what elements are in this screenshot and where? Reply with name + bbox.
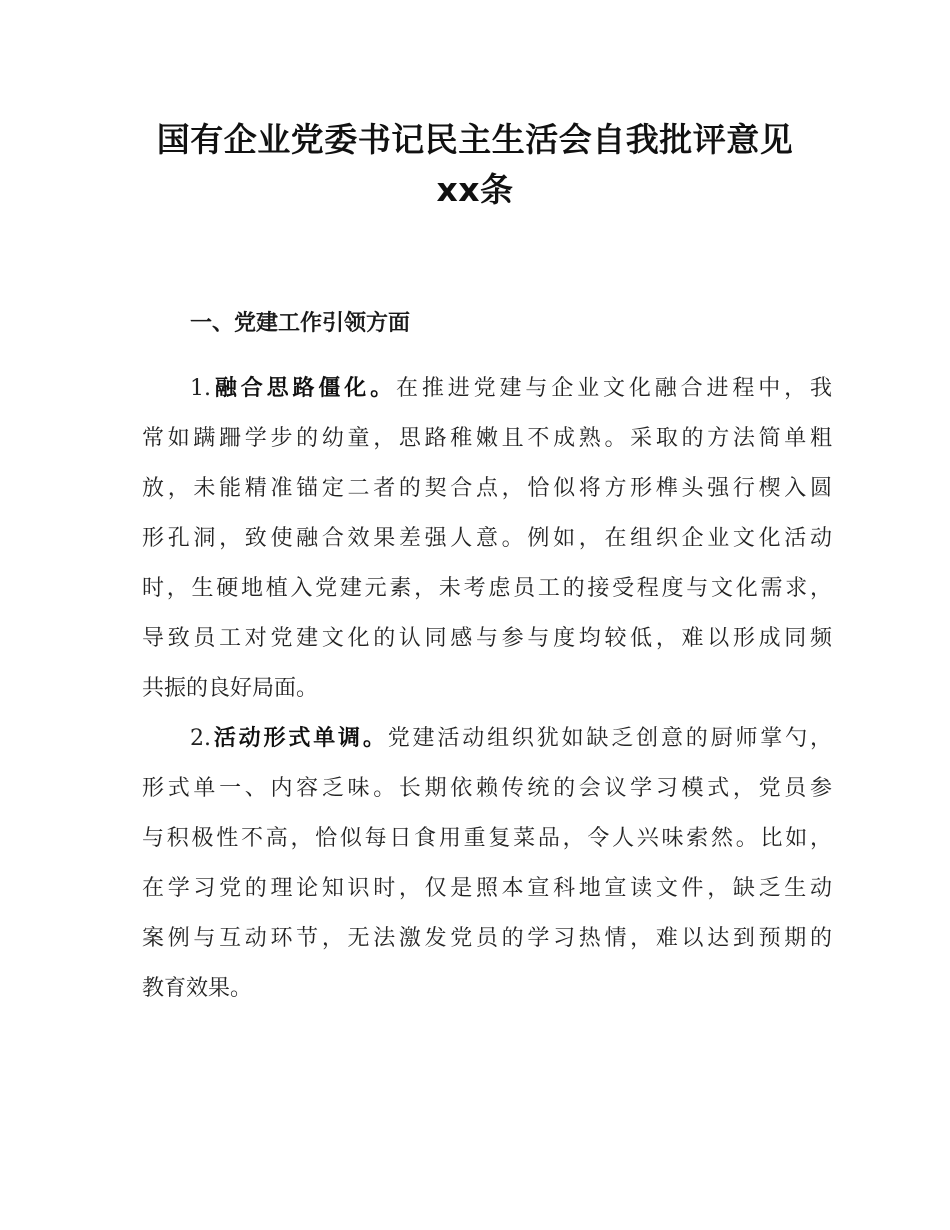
paragraph-item-1 [142, 364, 832, 714]
paragraph-item-2 [142, 714, 832, 1014]
paragraph-line [142, 714, 832, 764]
paragraph-line: 在学习党的理论知识时，仅是照本宣科地宣读文件，缺乏生动 [142, 876, 832, 901]
paragraph-line: 与积极性不高，恰似每日食用重复菜品，令人兴味索然。比如， [142, 826, 832, 851]
paragraph-line: 形孔洞，致使融合效果差强人意。例如，在组织企业文化活动 [142, 526, 832, 551]
paragraph-line: 共振的良好局面。 [142, 676, 319, 701]
paragraph-line: 导致员工对党建文化的认同感与参与度均较低，难以形成同频 [142, 626, 832, 651]
item-number: 1. [190, 376, 211, 401]
paragraph-line [142, 364, 832, 414]
paragraph-line: 时，生硬地植入党建元素，未考虑员工的接受程度与文化需求， [142, 576, 832, 601]
document-title-line1: 国有企业党委书记民主生活会自我批评意见 [156, 120, 794, 159]
item-number: 2. [190, 726, 211, 751]
item-bold-lead: 融合思路僵化。 [211, 376, 396, 401]
item-text: 党建活动组织犹如缺乏创意的厨师掌勺， [387, 726, 832, 751]
paragraph-line: 放，未能精准锚定二者的契合点，恰似将方形榫头强行楔入圆 [142, 476, 832, 501]
section-heading: 一、党建工作引领方面 [190, 311, 411, 336]
paragraph-line: 案例与互动环节，无法激发党员的学习热情，难以达到预期的 [142, 926, 832, 951]
paragraph-line: 常如蹒跚学步的幼童，思路稚嫩且不成熟。采取的方法简单粗 [142, 426, 832, 451]
document-title-line2: xx条 [436, 170, 514, 209]
item-bold-lead: 活动形式单调。 [211, 726, 388, 751]
paragraph-line: 教育效果。 [142, 976, 253, 1001]
paragraph-line: 形式单一、内容乏味。长期依赖传统的会议学习模式，党员参 [142, 776, 832, 801]
item-text: 在推进党建与企业文化融合进程中，我 [396, 376, 832, 401]
